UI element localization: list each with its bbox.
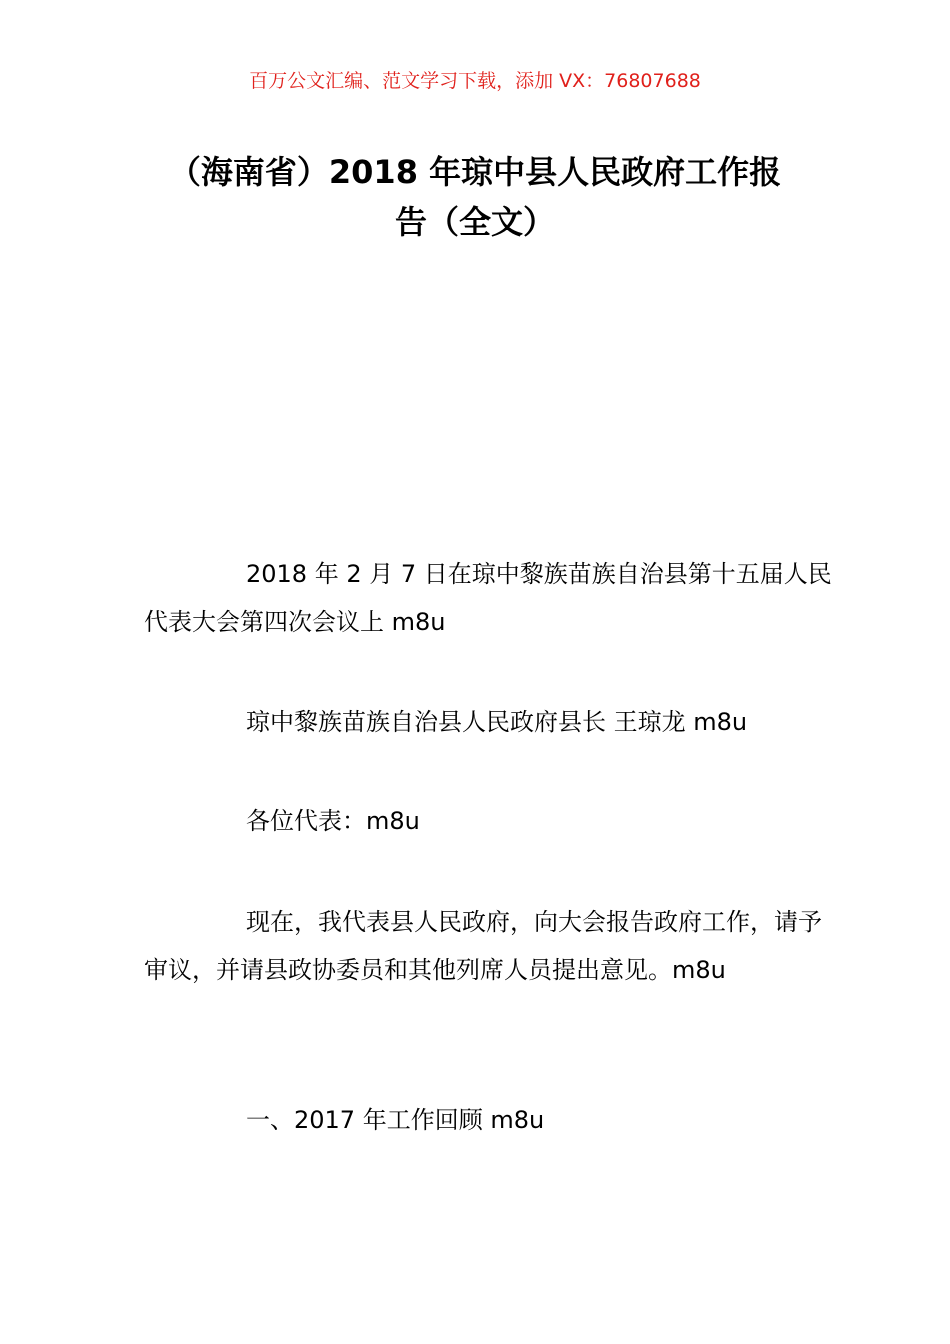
meeting-info-paragraph: 2018 年 2 月 7 日在琼中黎族苗族自治县第十五届人民代表大会第四次会议上 m8u (144, 560, 832, 636)
title-line-2: 告（全文） (394, 203, 555, 241)
salutation: 各位代表：m8u (246, 807, 420, 835)
document-title (140, 147, 810, 247)
download-notice: 百万公文汇编、范文学习下载，添加 VX：76807688 (249, 70, 701, 92)
opening-paragraph: 现在，我代表县人民政府，向大会报告政府工作，请予审议，并请县政协委员和其他列席人员提出意见。m8u (144, 908, 822, 984)
author-line: 琼中黎族苗族自治县人民政府县长 王琼龙 m8u (246, 708, 748, 736)
section-heading: 一、2017 年工作回顾 m8u (246, 1106, 545, 1134)
title-line-1: （海南省）2018 年琼中县人民政府工作报 (168, 153, 782, 191)
